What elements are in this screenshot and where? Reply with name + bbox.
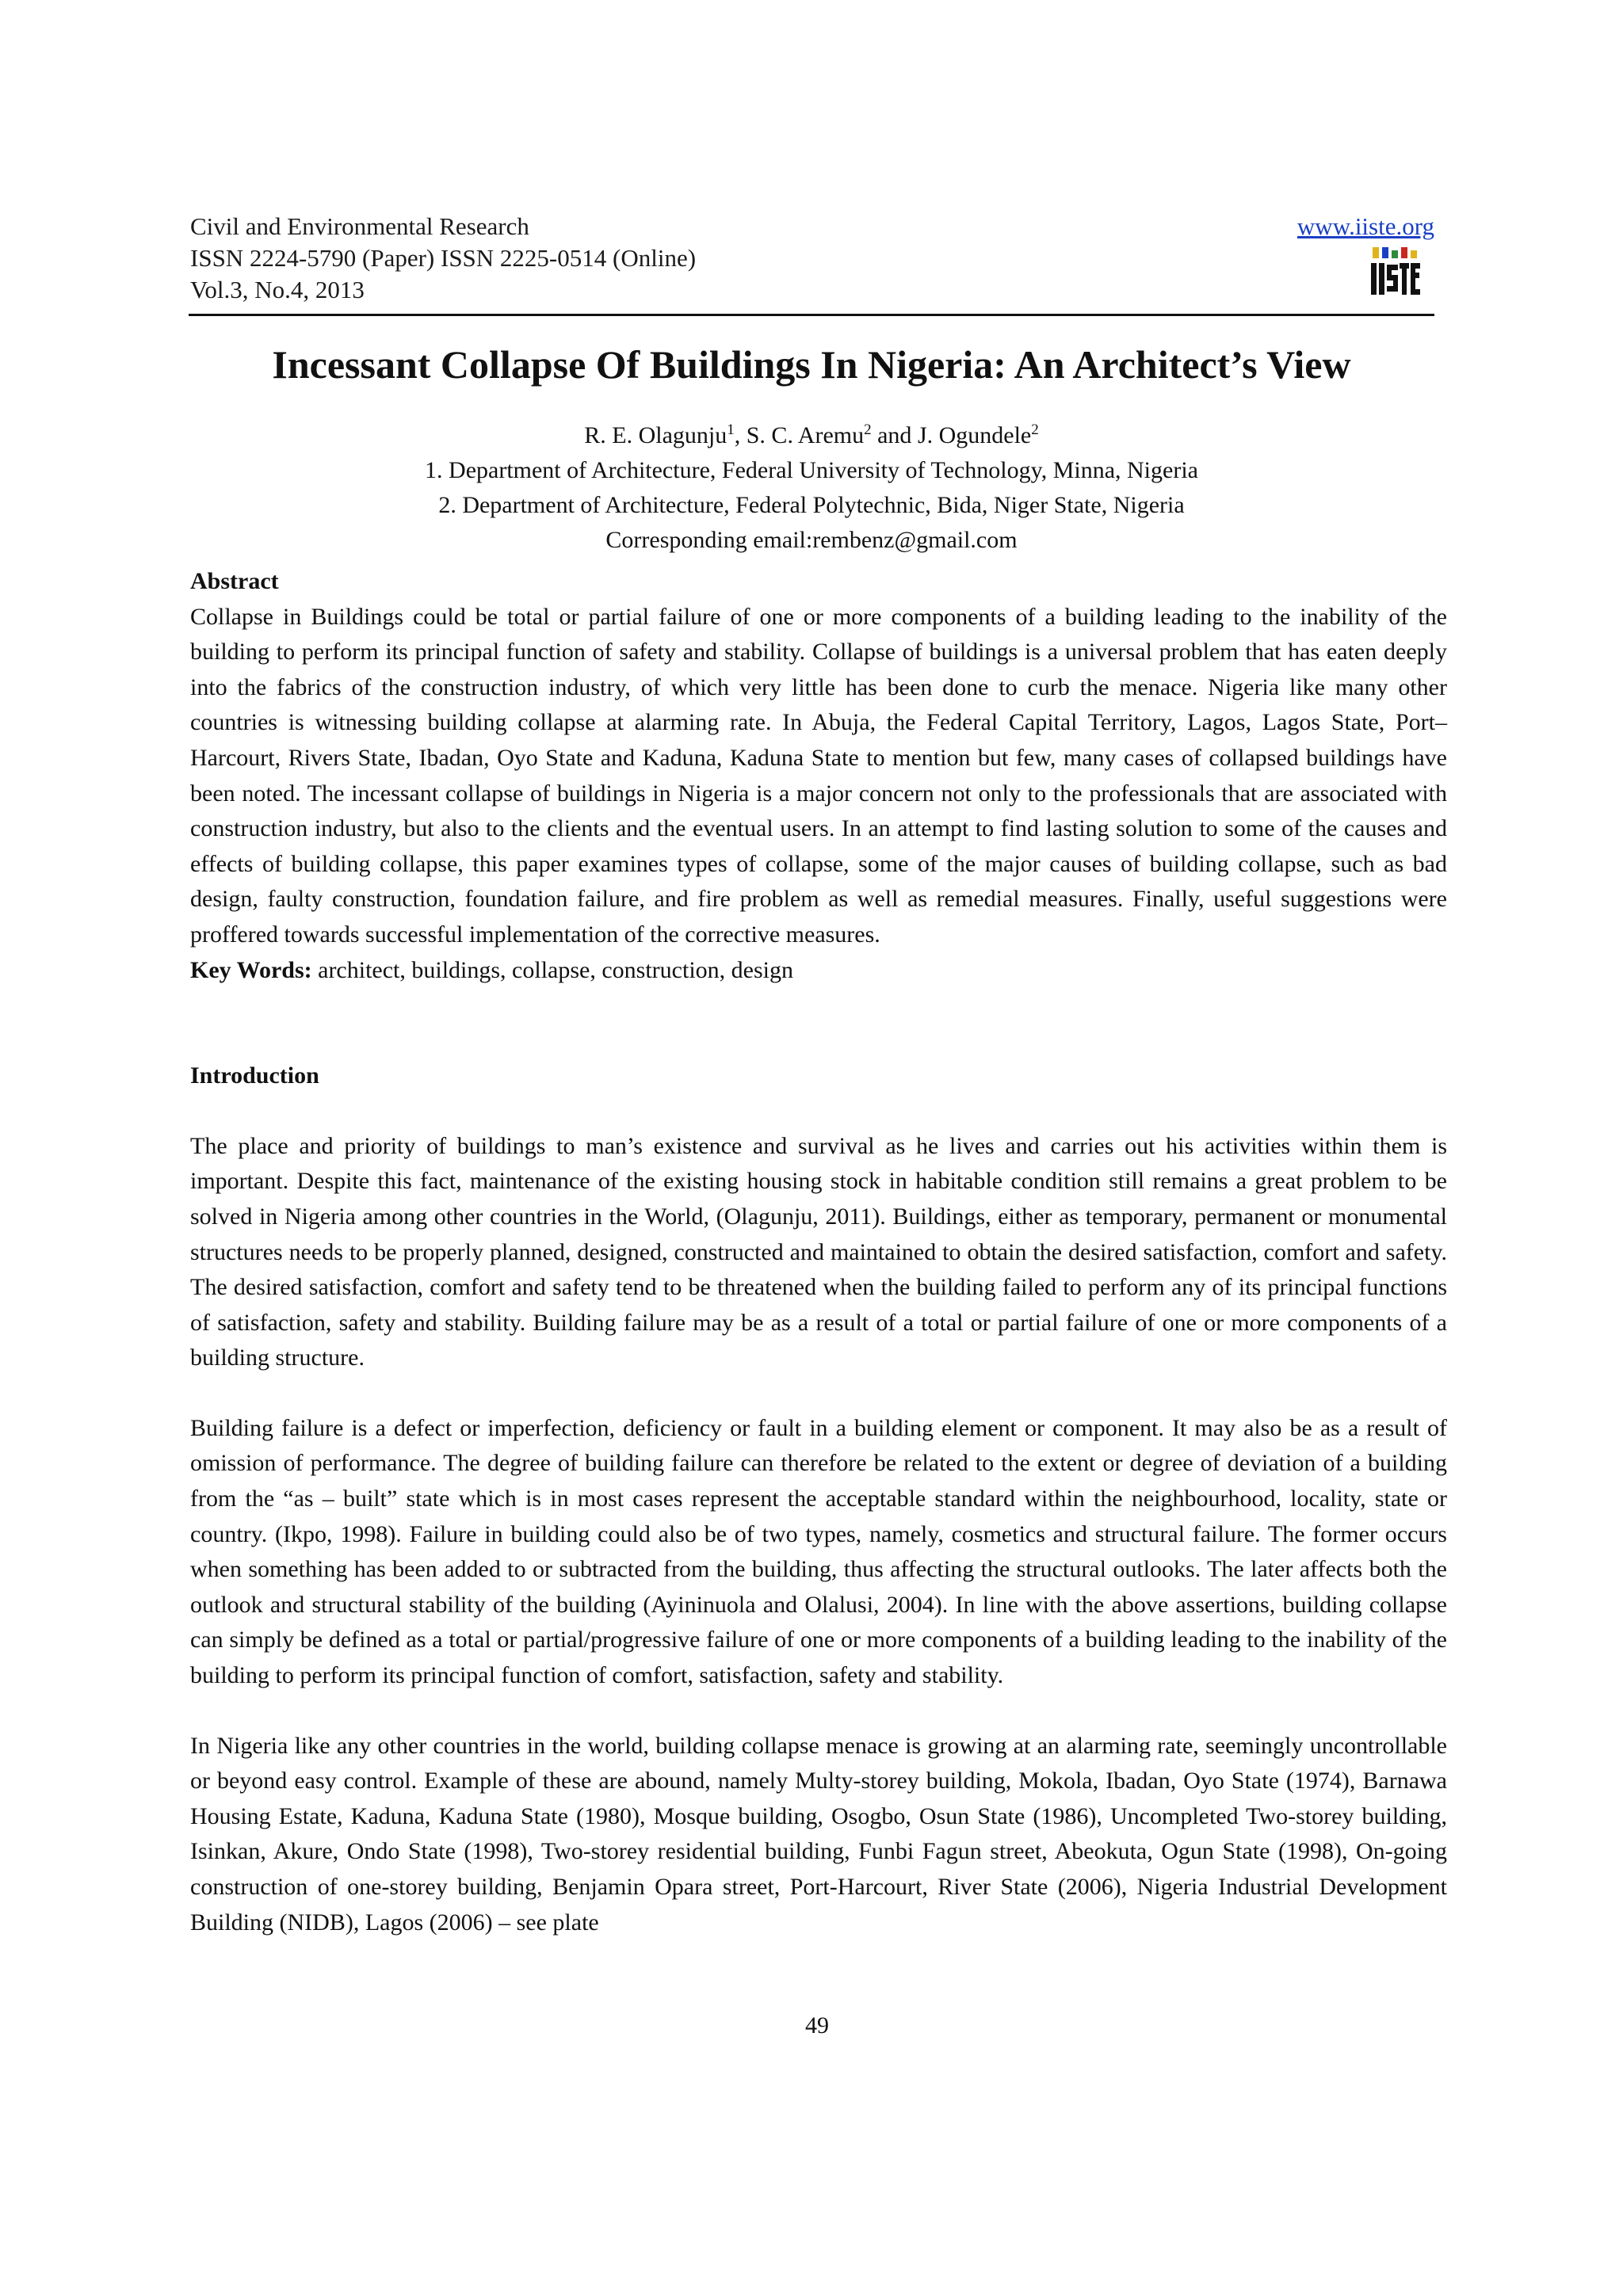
author-2-affil: 2: [864, 421, 872, 438]
intro-paragraph-1: The place and priority of buildings to man’s existence and survival as he lives and carries out his activities within them is important. Despite this fact, maintenance of the existing housing stock in habitable condition still remains a great problem to be solved in Nigeria among other countries in the World, (Olagunju, 2011). Buildings, either as temporary, permanent or monumental structures needs to be properly planned, designed, constructed and maintained to obtain the desired satisfaction, comfort and safety. The desired satisfaction, comfort and safety tend to be threatened when the building failed to perform any of its principal functions of satisfaction, safety and stability. Building failure may be as a result of a total or partial failure of one or more components of a building structure.: [190, 1132, 1447, 1371]
affiliation-1: 1. Department of Architecture, Federal University of Technology, Minna, Nigeria: [425, 457, 1198, 483]
authors-block: [189, 418, 1434, 558]
introduction-heading: Introduction: [190, 1062, 319, 1089]
journal-header: [189, 211, 1434, 312]
journal-info: [190, 211, 696, 306]
header-rule: [189, 314, 1434, 316]
author-3: J. Ogundele: [917, 422, 1032, 448]
author-separator: and: [871, 422, 918, 448]
keywords-label: Key Words:: [190, 956, 312, 983]
affiliation-2: 2. Department of Architecture, Federal Polytechnic, Bida, Niger State, Nigeria: [438, 492, 1185, 518]
keywords-line: [190, 953, 1447, 989]
iiste-logo-icon: [1368, 246, 1422, 298]
author-line: [189, 418, 1434, 453]
intro-paragraph-3: In Nigeria like any other countries in the world, building collapse menace is growing at an alarming rate, seemingly uncontrollable or beyond easy control. Example of these are abound, namely Multy-storey building, Mokola, Ibadan, Oyo State (1974), Barnawa Housing Estate, Kaduna, Kaduna State (1980), Mosque building, Osogbo, Osun State (1986), Uncompleted Two-storey building, Isinkan, Akure, Ondo State (1998), Two-storey residential building, Funbi Fagun street, Abeokuta, Ogun State (1998), On-going construction of one-storey building, Benjamin Opara street, Port-Harcourt, River State (2006), Nigeria Industrial Development Building (NIDB), Lagos (2006) – see plate: [190, 1732, 1447, 1936]
abstract-text: Collapse in Buildings could be total or partial failure of one or more components of a building leading to the inability of the building to perform its principal function of safety and stability. Collapse of buildings is a universal problem that has eaten deeply into the fabrics of the construction industry, of which very little has been done to curb the menace. Nigeria like many other countries is witnessing building collapse at alarming rate. In Abuja, the Federal Capital Territory, Lagos, Lagos State, Port–Harcourt, Rivers State, Ibadan, Oyo State and Kaduna, Kaduna State to mention but few, many cases of collapsed buildings have been noted. The incessant collapse of buildings in Nigeria is a major concern not only to the professionals that are associated with construction industry, but also to the clients and the eventual users. In an attempt to find lasting solution to some of the causes and effects of building collapse, this paper examines types of collapse, some of the major causes of building collapse, such as bad design, faulty construction, foundation failure, and fire problem as well as remedial measures. Finally, useful suggestions were proffered towards successful implementation of the corrective measures.: [190, 603, 1447, 948]
author-separator: ,: [734, 422, 747, 448]
author-3-affil: 2: [1031, 421, 1039, 438]
spacer: [190, 1694, 1447, 1729]
journal-issn: ISSN 2224-5790 (Paper) ISSN 2225-0514 (Online): [190, 244, 697, 272]
journal-volume: Vol.3, No.4, 2013: [190, 276, 365, 303]
author-1-affil: 1: [727, 421, 735, 438]
keywords-list: architect, buildings, collapse, construction, design: [311, 956, 793, 983]
paper-body: [190, 564, 1447, 1940]
author-2: S. C. Aremu: [746, 422, 865, 448]
spacer: [190, 988, 1447, 1058]
website-link[interactable]: www.iiste.org: [1296, 212, 1434, 240]
author-1: R. E. Olagunju: [584, 422, 727, 448]
corresponding-email: Corresponding email:rembenz@gmail.com: [605, 527, 1018, 553]
paper-title: Incessant Collapse Of Buildings In Nigeria: An Architect’s View: [272, 342, 1351, 387]
intro-paragraph-2: Building failure is a defect or imperfection, deficiency or fault in a building element or component. It may also be as a result of omission of performance. The degree of building failure can therefore be related to the extent or degree of deviation of a building from the “as – built” state which is in most cases represent the acceptable standard within the neighbourhood, locality, state or country. (Ikpo, 1998). Failure in building could also be of two types, namely, cosmetics and structural failure. The former occurs when something has been added to or subtracted from the building, thus affecting the structural outlooks. The later affects both the outlook and structural stability of the building (Ayininuola and Olalusi, 2004). In line with the above assertions, building collapse can simply be defined as a total or partial/progressive failure of one or more components of a building leading to the inability of the building to perform its principal function of comfort, satisfaction, safety and stability.: [190, 1414, 1447, 1689]
abstract-heading: Abstract: [190, 568, 279, 594]
spacer: [190, 1376, 1447, 1411]
page-number: 49: [805, 2012, 829, 2039]
journal-name: Civil and Environmental Research: [190, 212, 529, 240]
spacer: [190, 1094, 1447, 1129]
